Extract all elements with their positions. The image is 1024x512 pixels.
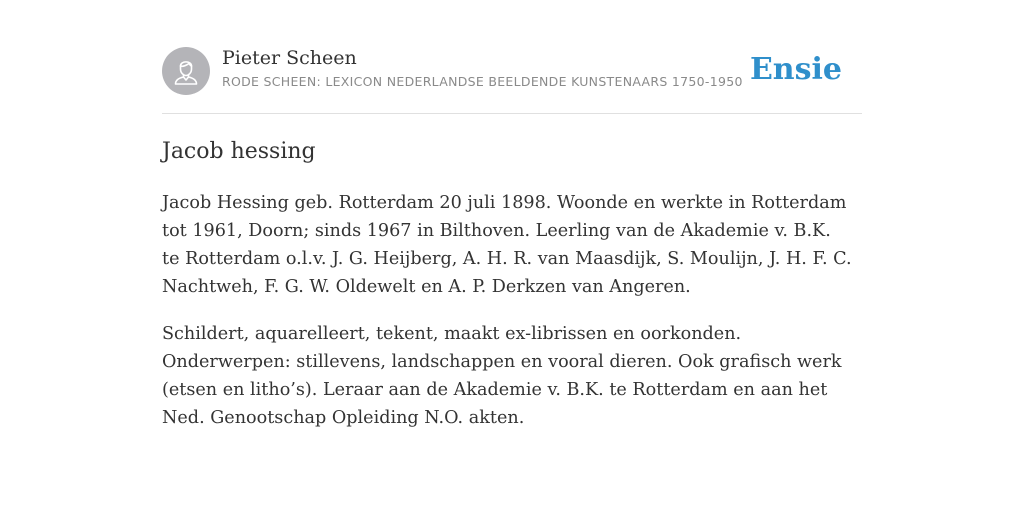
header-divider xyxy=(162,113,862,114)
article-paragraph: Schildert, aquarelleert, tekent, maakt ex-librissen en oorkonden. Onderwerpen: stillevens, landschappen en vooral dieren. Ook grafisch werk (etsen en litho’s). Leraar aan de Akademie v. B.K. te Rotterdam en aan het Ned. Genootschap Opleiding N.O. akten. xyxy=(162,324,842,428)
source-title[interactable]: RODE SCHEEN: LEXICON NEDERLANDSE BEELDENDE KUNSTENAARS 1750-1950 xyxy=(222,74,743,89)
author-header xyxy=(162,46,862,96)
article-title: Jacob hessing xyxy=(162,139,316,164)
author-avatar[interactable] xyxy=(162,47,210,95)
author-info xyxy=(222,46,743,91)
article-paragraph: Jacob Hessing geb. Rotterdam 20 juli 1898. Woonde en werkte in Rotterdam tot 1961, Doorn; sinds 1967 in Bilthoven. Leerling van de Akademie v. B.K. te Rotterdam o.l.v. J. G. Heijberg, A. H. R. van Maasdijk, S. Moulijn, J. H. F. C. Nachtweh, F. G. W. Oldewelt en A. P. Derkzen van Angeren. xyxy=(162,193,852,297)
user-silhouette-icon xyxy=(162,47,210,95)
author-name[interactable]: Pieter Scheen xyxy=(222,47,357,69)
article-body xyxy=(162,189,852,451)
ensie-logo[interactable]: Ensie xyxy=(749,52,842,87)
